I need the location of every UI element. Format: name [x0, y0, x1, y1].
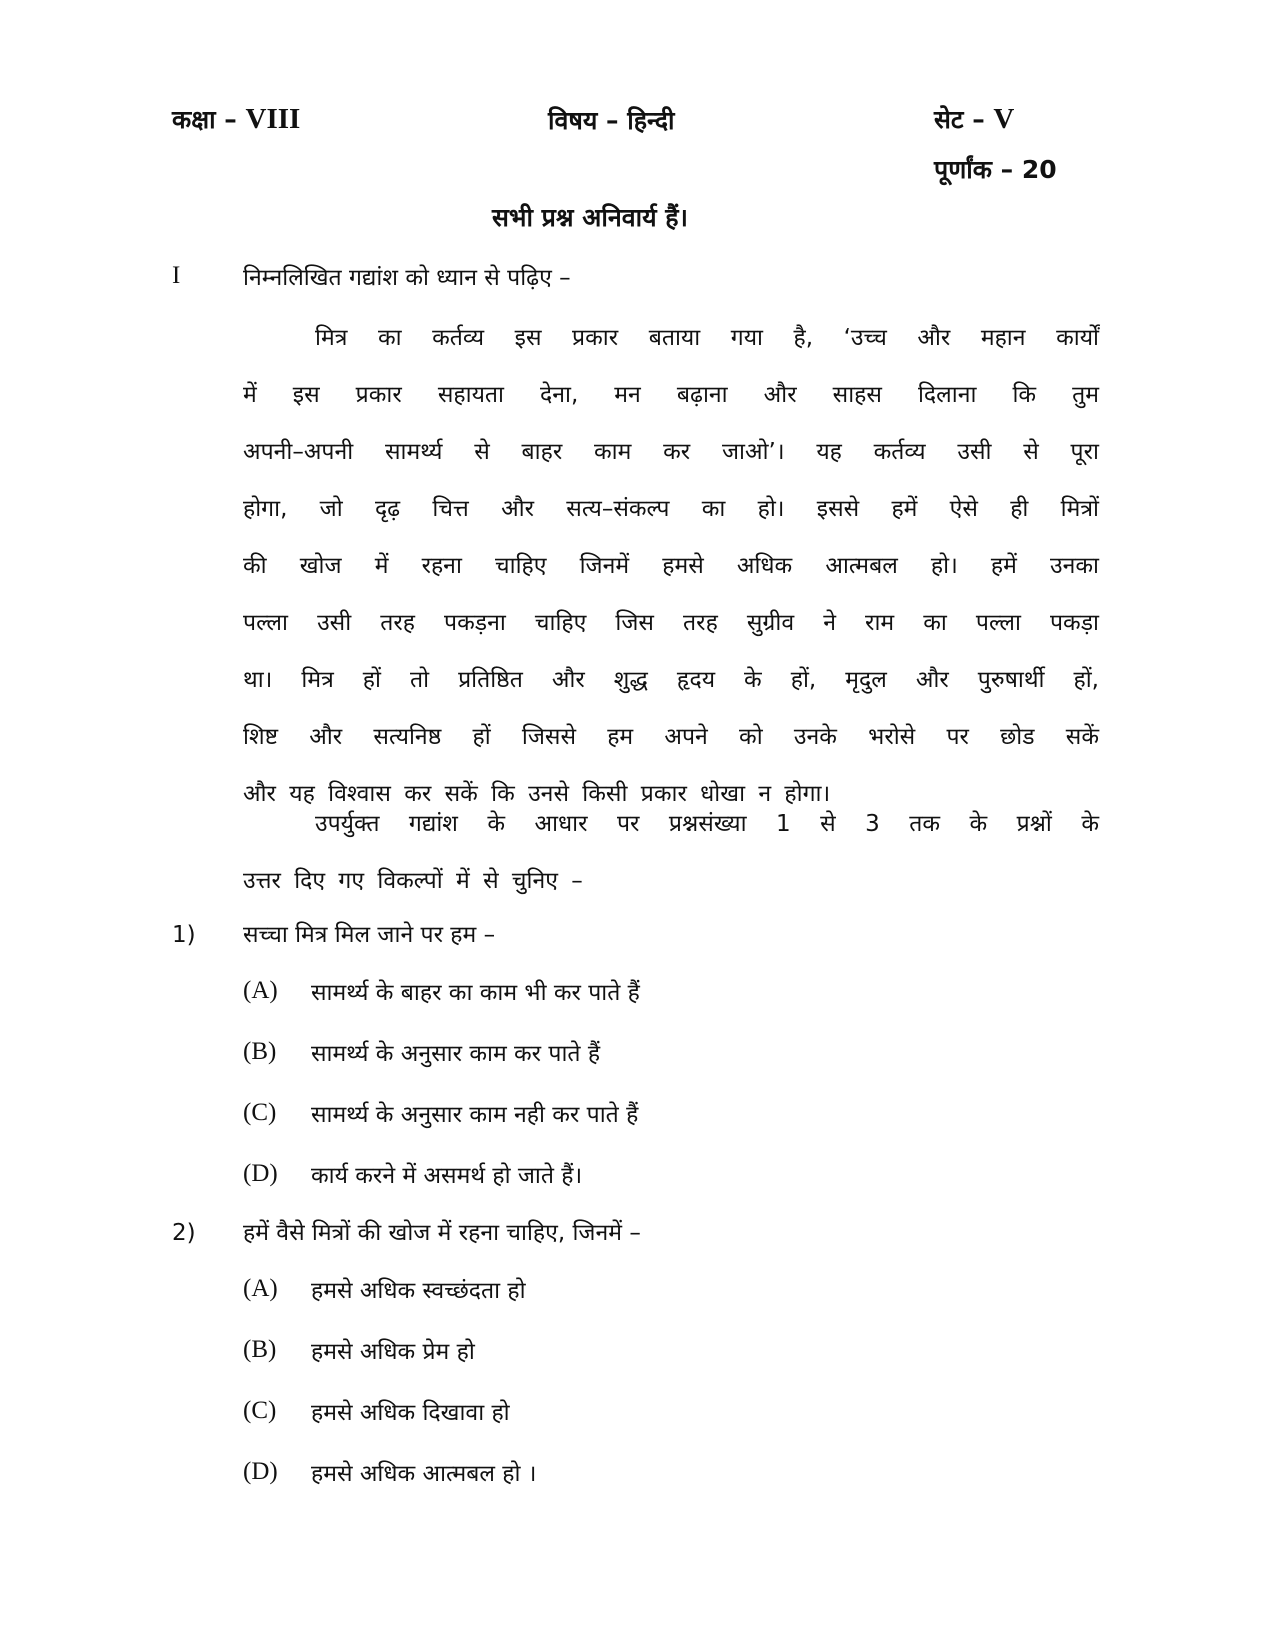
max-marks: पूर्णांक – 20 — [934, 155, 1057, 184]
passage-line: होगा, जो दृढ़ चित्त और सत्य–संकल्प का हो। इससे हमें ऐसे ही मित्रों — [243, 496, 1099, 522]
passage-line: की खोज में रहना चाहिए जिनमें हमसे अधिक आत्मबल हो। हमें उनका — [243, 553, 1099, 579]
option-text: सामर्थ्य के अनुसार काम नही कर पाते हैं — [311, 1102, 639, 1128]
option-label: (B) — [243, 1038, 277, 1065]
passage-line: में इस प्रकार सहायता देना, मन बढ़ाना और साहस दिलाना कि तुम — [243, 382, 1099, 408]
class-heading — [172, 104, 300, 135]
option-text: सामर्थ्य के बाहर का काम भी कर पाते हैं — [311, 980, 640, 1006]
subject-heading: विषय – हिन्दी — [548, 106, 675, 135]
option-text: हमसे अधिक आत्मबल हो । — [311, 1461, 537, 1487]
instruction: सभी प्रश्न अनिवार्य हैं। — [492, 203, 689, 232]
class-label: कक्षा – — [172, 105, 246, 134]
option-label: (D) — [243, 1458, 278, 1485]
passage-line: और यह विश्वास कर सकें कि उनसे किसी प्रकार धोखा न होगा। — [243, 781, 831, 807]
set-label: सेट – — [934, 105, 994, 134]
set-value: V — [993, 103, 1015, 135]
passage-line: अपनी–अपनी सामर्थ्य से बाहर काम कर जाओ’। यह कर्तव्य उसी से पूरा — [243, 439, 1099, 465]
set-heading — [934, 104, 1014, 135]
passage-line: मित्र का कर्तव्य इस प्रकार बताया गया है, ‘उच्च और महान कार्यों — [315, 325, 1099, 351]
direction — [243, 796, 1099, 910]
option-label: (D) — [243, 1160, 278, 1187]
class-value: VIII — [245, 103, 301, 135]
passage-line: शिष्ट और सत्यनिष्ठ हों जिससे हम अपने को उनके भरोसे पर छोड सकें — [243, 724, 1099, 750]
passage-line: पल्ला उसी तरह पकड़ना चाहिए जिस तरह सुग्रीव ने राम का पल्ला पकड़ा — [243, 610, 1099, 636]
question-text: हमें वैसे मित्रों की खोज में रहना चाहिए, जिनमें – — [243, 1220, 641, 1246]
option-text: सामर्थ्य के अनुसार काम कर पाते हैं — [311, 1041, 601, 1067]
option-label: (C) — [243, 1397, 277, 1424]
question-number: 2) — [172, 1220, 196, 1246]
section-number: I — [172, 262, 181, 289]
option-label: (A) — [243, 977, 278, 1004]
question-number: 1) — [172, 922, 196, 948]
question-text: सच्चा मित्र मिल जाने पर हम – — [243, 922, 496, 948]
option-text: हमसे अधिक स्वच्छंदता हो — [311, 1278, 526, 1304]
passage — [243, 310, 1099, 823]
option-text: हमसे अधिक दिखावा हो — [311, 1400, 510, 1426]
option-label: (B) — [243, 1336, 277, 1363]
section-title: निम्नलिखित गद्यांश को ध्यान से पढ़िए – — [243, 265, 571, 291]
option-text: हमसे अधिक प्रेम हो — [311, 1339, 475, 1365]
direction-line: उत्तर दिए गए विकल्पों में से चुनिए – — [243, 868, 583, 894]
option-text: कार्य करने में असमर्थ हो जाते हैं। — [311, 1163, 583, 1189]
passage-line: था। मित्र हों तो प्रतिष्ठित और शुद्ध हृदय के हों, मृदुल और पुरुषार्थी हों, — [243, 667, 1099, 693]
option-label: (A) — [243, 1275, 278, 1302]
direction-line: उपर्युक्त गद्यांश के आधार पर प्रश्नसंख्या 1 से 3 तक के प्रश्नों के — [315, 811, 1099, 837]
option-label: (C) — [243, 1099, 277, 1126]
